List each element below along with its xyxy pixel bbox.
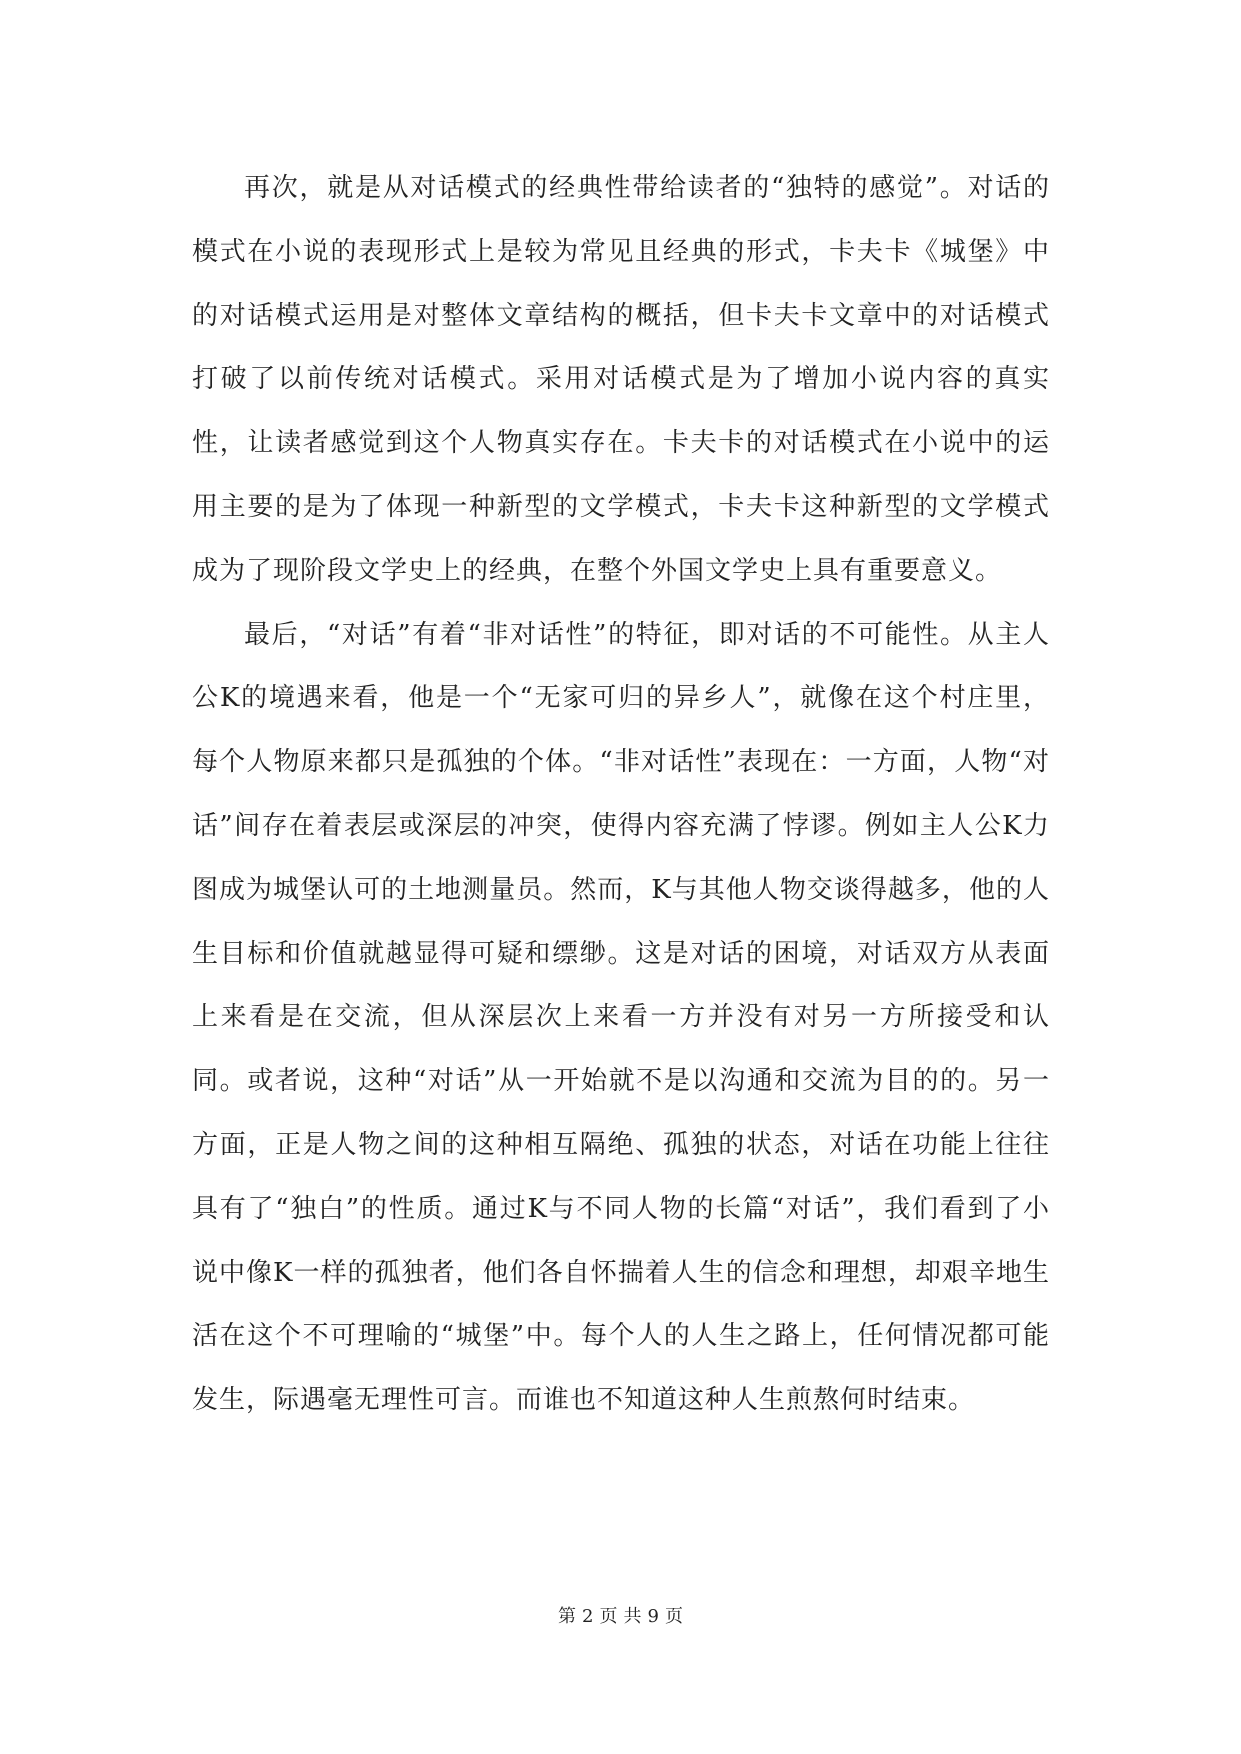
paragraph-2: 最后，“对话”有着“非对话性”的特征，即对话的不可能性。从主人公K的境遇来看，他是一个“无家可归的异乡人”，就像在这个村庄里，每个人物原来都只是孤独的个体。“非对话性”表现在：一方面，人物“对话”间存在着表层或深层的冲突，使得内容充满了悖谬。例如主人公K力图成为城堡认可的土地测量员。然而，K与其他人物交谈得越多，他的人生目标和价值就越显得可疑和缥缈。这是对话的困境，对话双方从表面上来看是在交流，但从深层次上来看一方并没有对另一方所接受和认同。或者说，这种“对话”从一开始就不是以沟通和交流为目的的。另一方面，正是人物之间的这种相互隔绝、孤独的状态，对话在功能上往往具有了“独白”的性质。通过K与不同人物的长篇“对话”，我们看到了小说中像K一样的孤独者，他们各自怀揣着人生的信念和理想，却艰辛地生活在这个不可理喻的“城堡”中。每个人的人生之路上，任何情况都可能发生，际遇毫无理性可言。而谁也不知道这种人生煎熬何时结束。 (192, 619, 1050, 1416)
document-body (192, 157, 1050, 1433)
footer-prefix: 第 (558, 1606, 577, 1627)
footer-page-word: 页 (599, 1606, 618, 1627)
current-page-number: 2 (582, 1606, 594, 1627)
footer-total-word: 共 (623, 1606, 642, 1627)
total-pages-number: 9 (647, 1606, 659, 1627)
paragraph-1: 再次，就是从对话模式的经典性带给读者的“独特的感觉”。对话的模式在小说的表现形式上是较为常见且经典的形式，卡夫卡《城堡》中的对话模式运用是对整体文章结构的概括，但卡夫卡文章中的对话模式打破了以前传统对话模式。采用对话模式是为了增加小说内容的真实性，让读者感觉到这个人物真实存在。卡夫卡的对话模式在小说中的运用主要的是为了体现一种新型的文学模式，卡夫卡这种新型的文学模式成为了现阶段文学史上的经典，在整个外国文学史上具有重要意义。 (192, 173, 1050, 586)
footer-suffix: 页 (664, 1606, 683, 1627)
page-footer (0, 1602, 1241, 1628)
